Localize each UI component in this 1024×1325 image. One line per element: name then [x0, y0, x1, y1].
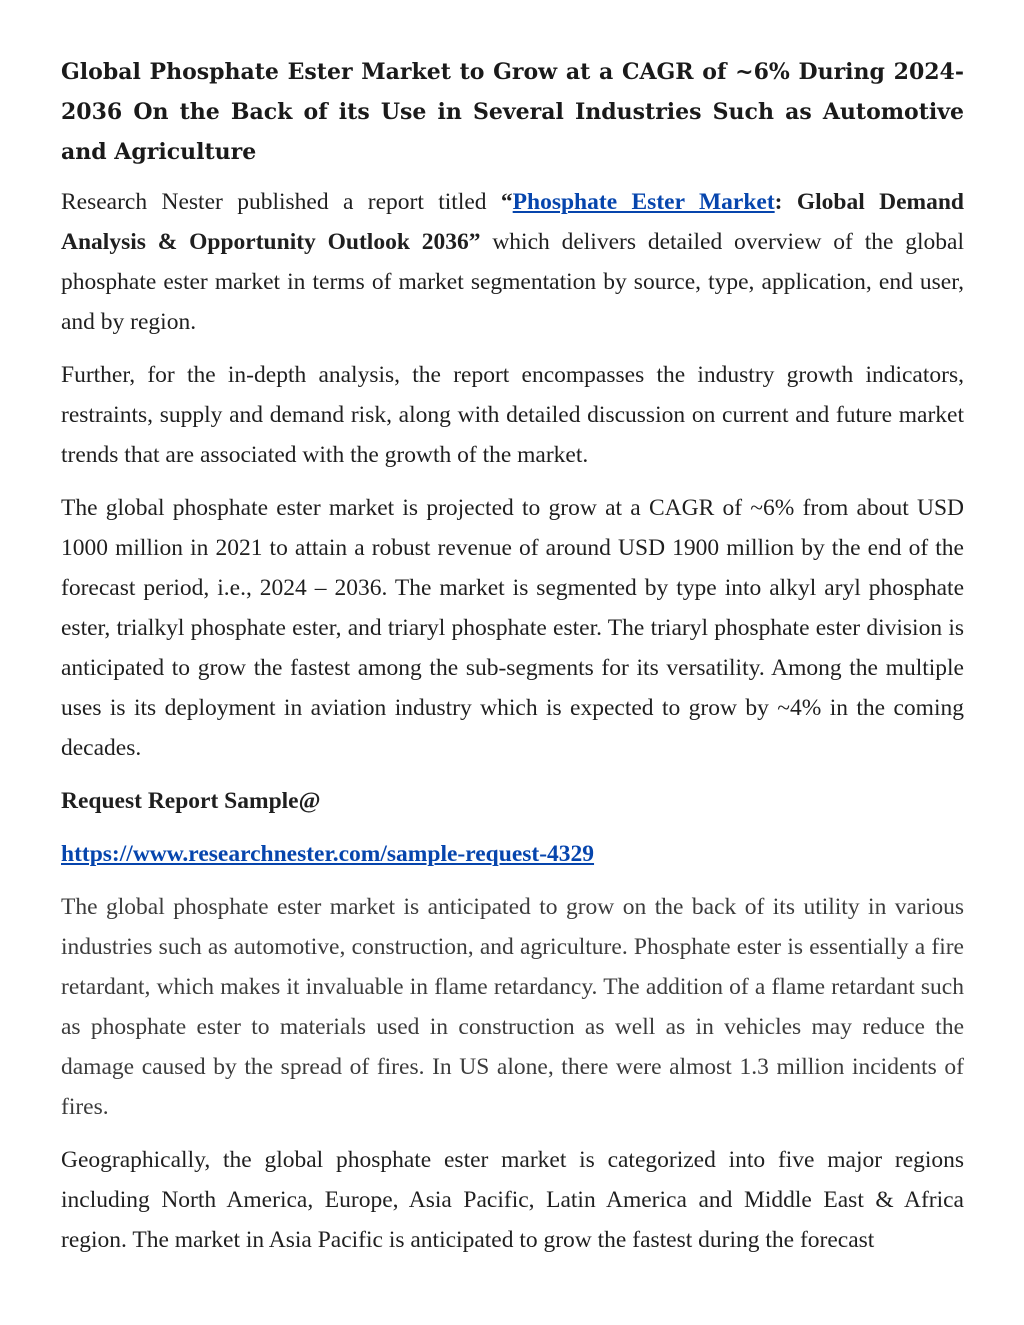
article-title: Global Phosphate Ester Market to Grow at a CAGR of ~6% During 2024-2036 On the Back of its Use in Several Industries Such as Automotive and Agriculture — [61, 59, 964, 165]
sample-heading: Request Report Sample@ — [61, 788, 321, 814]
growth-drivers-paragraph: The global phosphate ester market is anticipated to grow on the back of its utility in various industries such as automotive, construction, and agriculture. Phosphate ester is essentially a fire retardant, which makes it invaluable in flame retardancy. The addition of a flame retardant such as phosphate ester to materials used in construction as well as in vehicles may reduce the damage caused by the spread of fires. In US alone, there were almost 1.3 million incidents of fires. — [61, 894, 964, 1120]
quote-close: ” — [468, 229, 481, 255]
sample-request-link[interactable]: https://www.researchnester.com/sample-request-4329 — [61, 841, 595, 867]
report-title-rest: : Global Demand Analysis & Opportunity Outlook 2036 — [61, 189, 965, 255]
report-link[interactable]: Phosphate Ester Market — [512, 189, 775, 215]
analysis-paragraph: Further, for the in-depth analysis, the report encompasses the industry growth indicators, restraints, supply and demand risk, along with detailed discussion on current and future market trends that are associated with the growth of the market. — [61, 362, 964, 468]
sample-url-line — [61, 834, 964, 874]
document-page — [61, 52, 964, 1273]
intro-paragraph — [61, 182, 964, 342]
regional-paragraph: Geographically, the global phosphate ester market is categorized into five major regions including North America, Europe, Asia Pacific, Latin America and Middle East & Africa region. The market in Asia Pacific is anticipated to grow the fastest during the forecast — [61, 1147, 964, 1253]
market-size-paragraph: The global phosphate ester market is projected to grow at a CAGR of ~6% from about USD 1000 million in 2021 to attain a robust revenue of around USD 1900 million by the end of the forecast period, i.e., 2024 – 2036. The market is segmented by type into alkyl aryl phosphate ester, trialkyl phosphate ester, and triaryl phosphate ester. The triaryl phosphate ester division is anticipated to grow the fastest among the sub-segments for its versatility. Among the multiple uses is its deployment in aviation industry which is expected to grow by ~4% in the coming decades. — [61, 495, 964, 761]
intro-lead: Research Nester published a report titled — [61, 189, 501, 215]
intro-tail: which delivers detailed overview of the global phosphate ester market in terms of market segmentation by source, type, application, end user, and by region. — [61, 229, 964, 335]
quote-open: “ — [500, 189, 513, 215]
